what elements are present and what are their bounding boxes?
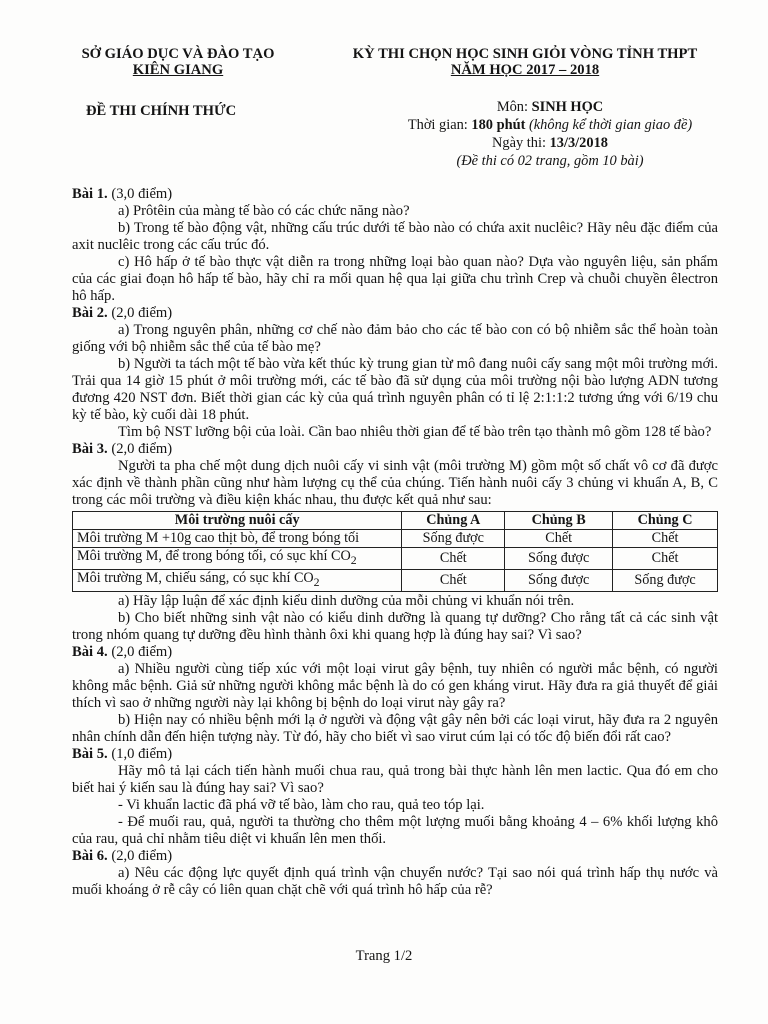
table-cell: Sống được [505,548,613,570]
question-5-intro: Hãy mô tả lại cách tiến hành muối chua rau, quả trong bài thực hành lên men lactic. Qua đó em cho biết hai ý kiến sau là đúng hay sai? Vì sao? [72,762,718,796]
table-header: Môi trường nuôi cấy [73,512,402,530]
time-label: Thời gian: [407,117,472,133]
question-2-title [72,305,718,322]
question-points: (2,0 điểm) [107,643,173,660]
pages-note [360,152,740,170]
official-label: ĐỀ THI CHÍNH THỨC [86,103,237,119]
date-line [360,134,740,152]
question-title: Bài 5. [72,745,108,762]
table-row [73,569,718,591]
question-3a: a) Hãy lập luận để xác định kiểu dinh dưỡng của mỗi chủng vi khuẩn nói trên. [118,592,575,609]
question-points: (1,0 điểm) [107,745,173,762]
question-6-title [72,848,718,865]
subscript: 2 [350,552,357,567]
table-cell: Chết [402,569,505,591]
question-points: (3,0 điểm) [107,186,173,202]
question-1c: c) Hô hấp ở tế bào thực vật diễn ra trong những loại bào quan nào? Dựa vào nguyên liệu, sản phẩm của các giai đoạn hô hấp tế bào, hãy chỉ ra mối quan hệ qua lại giữa chu trình Crep và chuỗi chuyền êlectron hô hấp. [72,254,718,304]
question-3b: b) Cho biết những sinh vật nào có kiểu dinh dưỡng là quang tự dưỡng? Cho rằng tất cả các sinh vật trong nhóm quang tự dưỡng đều hình thành ôxi khi quang hợp là đúng hay sai? Vì sao? [72,609,718,643]
env-text: Môi trường M, chiếu sáng, có sục khí CO [77,569,314,586]
table-cell: Sống được [402,530,505,548]
question-1b: b) Trong tế bào động vật, những cấu trúc dưới tế bào nào có chứa axit nuclêic? Hãy nêu đặc điểm của axit nuclêic trong các cấu trúc đó. [72,220,718,253]
time-value: 180 phút [471,117,526,133]
pages-note-text: (Đề thi có 02 trang, gồm 10 bài) [456,153,644,169]
table-cell-env: Môi trường M +10g cao thịt bò, để trong bóng tối [73,530,402,548]
department-name: SỞ GIÁO DỤC VÀ ĐÀO TẠO [81,46,275,62]
subject-value: SINH HỌC [531,99,604,115]
question-points: (2,0 điểm) [107,847,173,864]
env-text: Môi trường M, để trong bóng tối, có sục khí CO [77,548,351,564]
province-name: KIÊN GIANG [132,62,224,78]
question-1a: a) Prôtêin của màng tế bào có các chức năng nào? [118,203,410,219]
question-3-intro: Người ta pha chế một dung dịch nuôi cấy vi sinh vật (môi trường M) gồm một số chất vô cơ đã được xác định về thành phần cũng như hàm lượng cụ thể của chúng. Tiến hành nuôi cấy 3 chủng vi khuẩn A, B, C trong các môi trường và điều kiện khác nhau, thu được kết quả như sau: [72,458,718,508]
table-cell-env [73,569,402,591]
table-cell: Chết [402,548,505,570]
table-header: Chủng B [505,512,613,530]
question-points: (2,0 điểm) [107,305,173,321]
question-title: Bài 6. [72,847,108,864]
time-line [360,116,740,134]
table-row [73,530,718,548]
exam-name: KỲ THI CHỌN HỌC SINH GIỎI VÒNG TỈNH THPT [352,46,698,62]
question-title: Bài 2. [72,305,108,321]
results-table [72,511,718,592]
question-title: Bài 3. [72,441,108,457]
table-cell: Sống được [613,569,718,591]
table-header: Chủng A [402,512,505,530]
question-3-title [72,441,718,458]
table-row [73,548,718,570]
question-6a: a) Nêu các động lực quyết định quá trình vận chuyển nước? Tại sao nói quá trình hấp thụ nước và muối khoáng ở rễ cây có liên quan chặt chẽ với quá trình hô hấp của rễ? [72,864,718,898]
exam-content [72,186,718,899]
question-4a: a) Nhiều người cùng tiếp xúc với một loại virut gây bệnh, tuy nhiên có người mắc bệnh, có người không mắc bệnh. Giả sử những người không mắc bệnh là do có gen kháng virut. Hãy đưa ra giả thuyết để giải thích vì sao ở những người này lại không bị bệnh do loại virut này gây ra? [72,660,718,711]
table-cell: Sống được [505,569,613,591]
page-number: Trang 1/2 [355,948,413,964]
table-cell: Chết [505,530,613,548]
table-cell: Chết [613,530,718,548]
question-5-item-1: - Vi khuẩn lactic đã phá vỡ tế bào, làm cho rau, quả teo tóp lại. [118,796,485,813]
subscript: 2 [313,574,320,589]
table-header-row [73,512,718,530]
subject-line [360,98,740,116]
question-4b: b) Hiện nay có nhiều bệnh mới lạ ở người và động vật gây nên bởi các loại virut, hãy đưa ra 2 nguyên nhân chính dẫn đến hiện tượng này. Từ đó, hãy cho biết vì sao virut cúm lại có tốc độ biến đổi rất cao? [72,711,718,745]
question-2c: Tìm bộ NST lưỡng bội của loài. Cần bao nhiêu thời gian để tế bào trên tạo thành mô gồm 128 tế bào? [118,424,712,440]
time-note: (không kể thời gian giao đề) [525,117,693,133]
question-title: Bài 4. [72,643,108,660]
question-4-title [72,644,718,661]
table-cell: Chết [613,548,718,570]
school-year: NĂM HỌC 2017 – 2018 [450,62,600,78]
question-2b: b) Người ta tách một tế bào vừa kết thúc kỳ trung gian từ mô đang nuôi cấy sang một môi trường mới. Trải qua 14 giờ 15 phút ở môi trường mới, các tế bào đã sử dụng của môi trường nội bào lượng ADN tương đương 420 NST đơn. Biết thời gian các kỳ của quá trình nguyên phân có tỉ lệ 2:1:1:2 tương ứng với 6/19 chu kỳ tế bào, kỳ cuối dài 18 phút. [72,356,718,423]
question-1-title [72,186,718,203]
question-2a: a) Trong nguyên phân, những cơ chế nào đảm bảo cho các tế bào con có bộ nhiễm sắc thể hoàn toàn giống với bộ nhiễm sắc thể của tế bào mẹ? [72,322,718,355]
header-right [330,46,720,78]
question-5-title [72,746,718,763]
exam-meta [360,98,740,170]
subject-label: Môn: [496,99,532,115]
table-cell-env [73,548,402,570]
date-label: Ngày thi: [492,135,550,151]
question-points: (2,0 điểm) [107,441,173,457]
header-left [58,46,298,78]
question-5-item-2: - Để muối rau, quả, người ta thường cho thêm một lượng muối bằng khoảng 4 – 6% khối lượng khô của rau, quả chỉ nhằm tiêu diệt vi khuẩn lên men thối. [72,813,718,847]
date-value: 13/3/2018 [549,135,608,151]
table-header: Chủng C [613,512,718,530]
question-title: Bài 1. [72,186,108,202]
